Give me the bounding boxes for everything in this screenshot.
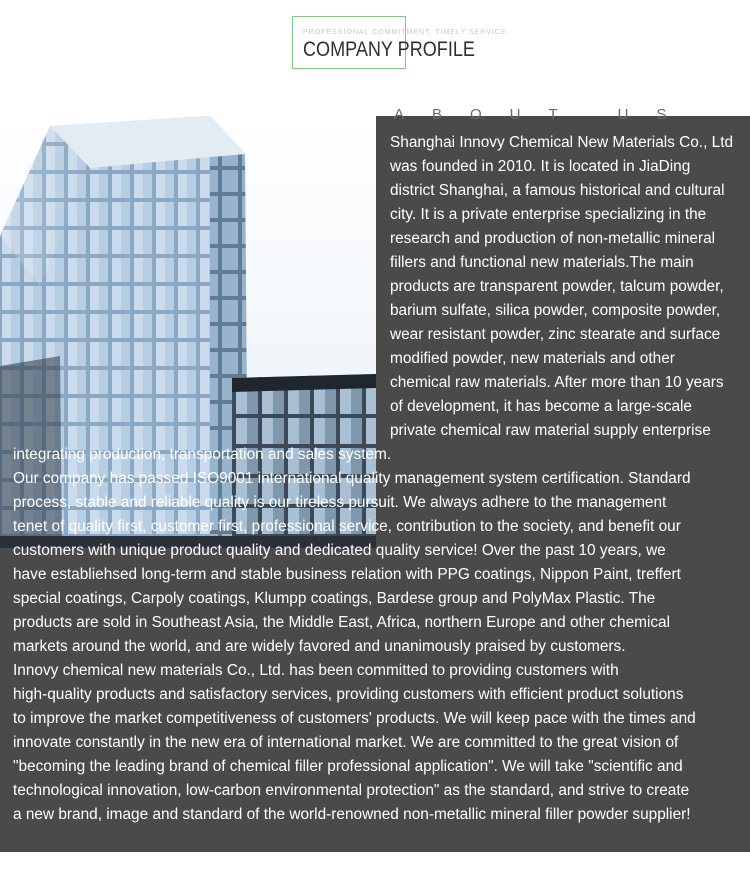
commitment-paragraph: Innovy chemical new materials Co., Ltd. has been committed to providing customers with high-quality products and satisfactory services, providing customers with efficient product solutions to improve the market competitiveness of customers' products. We will keep pace with the times and innovate constantly in the new era of international market. We are committed to the great vision of "becoming the leading brand of chemical filler professional application". We will take "scientific and technological innovation, low-carbon environmental protection" as the standard, and strive to create a new brand, image and standard of the world-renowned non-metallic mineral filler powder supplier! xyxy=(13,662,696,823)
page-title: COMPANY PROFILE xyxy=(303,38,475,61)
intro-paragraph-tail: integrating production, transportation and sales system. xyxy=(13,446,392,463)
quality-paragraph: Our company has passed ISO9001 international quality management system certification. Standard process, stable and reliable quality is our tireless pursuit. We always adhere to the management tenet of quality first, customer first, professional service, contribution to the society, and benefit our customers with unique product quality and dedicated quality service! Over the past 10 years, we have establiehsed long-term and stable business relation with PPG coatings, Nippon Paint, treffert special coatings, Carpoly coatings, Klumpp coatings, Bardese group and PolyMax Plastic. The products are sold in Southeast Asia, the Middle East, Africa, northern Europe and other chemical markets around the world, and are widely favored and unanimously praised by customers. xyxy=(13,470,691,655)
about-heading: ABOUT US xyxy=(394,106,695,123)
title-tagline: PROFESSIONAL COMMITMENT, TIMELY SERVICE. xyxy=(303,29,510,36)
intro-paragraph: Shanghai Innovy Chemical New Materials Co., Ltd was founded in 2010. It is located in JiaDing district Shanghai, a famous historical and cultural city. It is a private enterprise specializing in the research and production of non-metallic mineral fillers and functional new materials.The main products are transparent powder, talcum powder, barium sulfate, silica powder, composite powder, wear resistant powder, zinc stearate and surface modified powder, new materials and other chemical raw materials. After more than 10 years of development, it has become a large-scale private chemical raw material supply enterprise xyxy=(390,134,734,439)
